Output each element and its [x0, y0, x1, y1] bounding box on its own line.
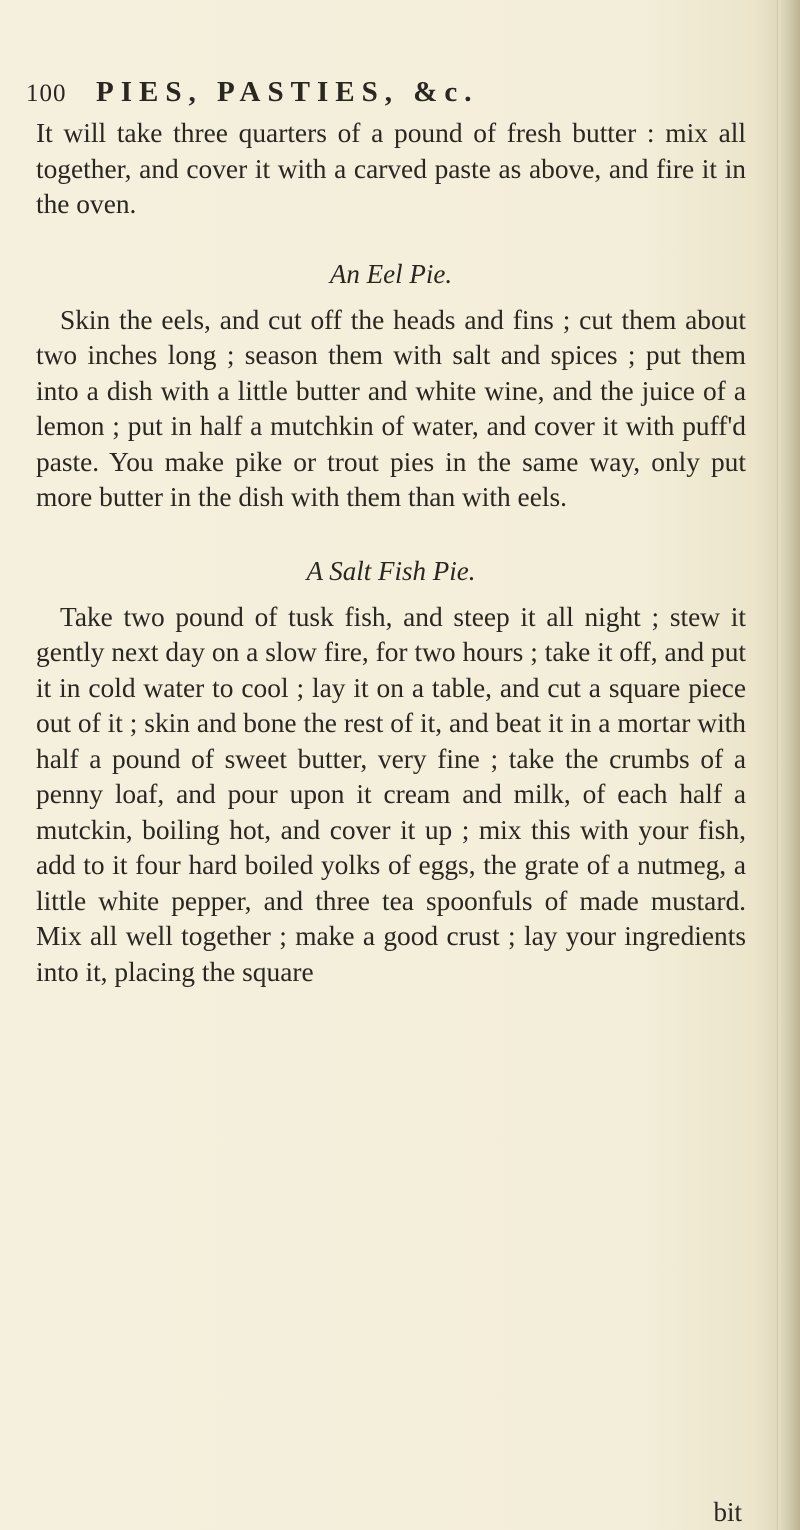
running-head [26, 76, 746, 116]
page-edge [777, 0, 800, 1530]
page-body [36, 116, 746, 990]
salt-fish-pie-heading: A Salt Fish Pie. [306, 555, 476, 586]
salt-fish-pie-paragraph: Take two pound of tusk fish, and steep it all night ; stew it gently next day on a slow fire, for two hours ; take it off, and put it in cold water to cool ; lay it on a table, and cut a square piece out of it ; skin and bone the rest of it, and beat it in a mortar with half a pound of sweet butter, very fine ; take the crumbs of a penny loaf, and pour upon it cream and milk, of each half a mutckin, boiling hot, and cover it up ; mix this with your fish, add to it four hard boiled yolks of eggs, the grate of a nutmeg, a little white pepper, and three tea spoonfuls of made mustard. Mix all well together ; make a good crust ; lay your ingredients into it, placing the square [36, 601, 746, 987]
intro-paragraph: It will take three quarters of a pound of fresh butter : mix all together, and cover it with a carved paste as above, and fire it in the oven. [36, 118, 746, 219]
eel-pie-paragraph: Skin the eels, and cut off the heads and fins ; cut them about two inches long ; season them with salt and spices ; put them into a dish with a little butter and white wine, and the juice of a lemon ; put in half a mutchkin of water, and cover it with puff'd paste. You make pike or trout pies in the same way, only put more butter in the dish with them than with eels. [36, 304, 746, 512]
page-number: 100 [26, 80, 67, 107]
catchword: bit [713, 1497, 742, 1527]
running-title: PIES, PASTIES, &c. [96, 76, 479, 108]
eel-pie-heading: An Eel Pie. [329, 258, 453, 289]
